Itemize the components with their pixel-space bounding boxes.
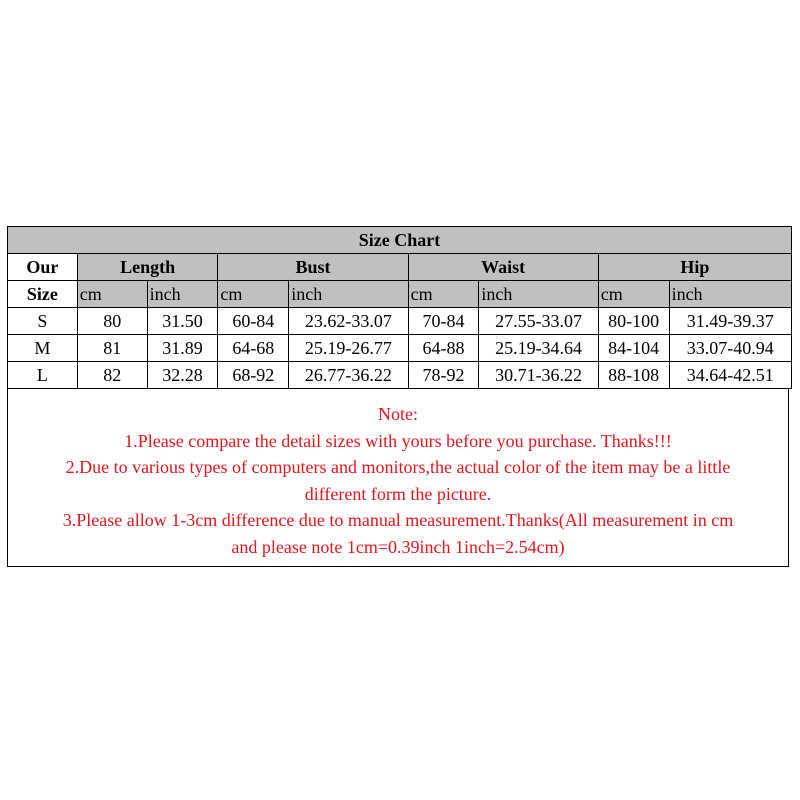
hip-cm-cell: 80-100 — [598, 308, 669, 335]
length-header: Length — [77, 254, 218, 281]
note-line-2: 2.Due to various types of computers and monitors,the actual color of the item may be a little — [65, 457, 731, 477]
table-row — [8, 308, 792, 335]
note-line-1: 1.Please compare the detail sizes with yours before you purchase. Thanks!!! — [124, 430, 672, 451]
size-header-top: Our — [8, 254, 78, 281]
waist-cm-cell: 64-88 — [408, 335, 479, 362]
length-cm-cell: 80 — [77, 308, 147, 335]
group-header-row — [8, 254, 792, 281]
hip-inch-cell: 34.64-42.51 — [669, 362, 791, 389]
note-line-4: 3.Please allow 1-3cm difference due to manual measurement.Thanks(All measurement in cm — [62, 510, 734, 530]
note-line-3: different form the picture. — [304, 483, 492, 504]
size-cell: S — [8, 308, 78, 335]
length-cm-cell: 81 — [77, 335, 147, 362]
hip-cm-header: cm — [598, 281, 669, 308]
chart-title: Size Chart — [8, 227, 792, 254]
bust-cm-cell: 64-68 — [218, 335, 289, 362]
hip-inch-header: inch — [669, 281, 791, 308]
waist-cm-cell: 78-92 — [408, 362, 479, 389]
waist-cm-cell: 70-84 — [408, 308, 479, 335]
hip-inch-cell: 33.07-40.94 — [669, 335, 791, 362]
bust-inch-cell: 26.77-36.22 — [289, 362, 408, 389]
length-inch-cell: 31.50 — [147, 308, 218, 335]
unit-header-row — [8, 281, 792, 308]
length-inch-cell: 31.89 — [147, 335, 218, 362]
length-cm-header: cm — [77, 281, 147, 308]
bust-inch-header: inch — [289, 281, 408, 308]
hip-inch-cell: 31.49-39.37 — [669, 308, 791, 335]
hip-cm-cell: 84-104 — [598, 335, 669, 362]
bust-cm-header: cm — [218, 281, 289, 308]
table-row — [8, 335, 792, 362]
size-chart-table — [7, 226, 792, 389]
waist-header: Waist — [408, 254, 598, 281]
waist-inch-cell: 27.55-33.07 — [479, 308, 598, 335]
bust-cm-cell: 60-84 — [218, 308, 289, 335]
length-cm-cell: 82 — [77, 362, 147, 389]
note-heading: Note: — [378, 404, 418, 424]
hip-cm-cell: 88-108 — [598, 362, 669, 389]
waist-inch-cell: 25.19-34.64 — [479, 335, 598, 362]
waist-inch-cell: 30.71-36.22 — [479, 362, 598, 389]
waist-cm-header: cm — [408, 281, 479, 308]
size-chart — [7, 226, 792, 567]
note-line-5: and please note 1cm=0.39inch 1inch=2.54cm) — [231, 536, 565, 557]
length-inch-header: inch — [147, 281, 218, 308]
size-header-bottom: Size — [8, 281, 78, 308]
table-row — [8, 362, 792, 389]
note-box — [7, 389, 789, 567]
bust-inch-cell: 25.19-26.77 — [289, 335, 408, 362]
bust-header: Bust — [218, 254, 408, 281]
hip-header: Hip — [598, 254, 791, 281]
bust-inch-cell: 23.62-33.07 — [289, 308, 408, 335]
waist-inch-header: inch — [479, 281, 598, 308]
size-cell: L — [8, 362, 78, 389]
length-inch-cell: 32.28 — [147, 362, 218, 389]
size-cell: M — [8, 335, 78, 362]
title-row — [8, 227, 792, 254]
bust-cm-cell: 68-92 — [218, 362, 289, 389]
